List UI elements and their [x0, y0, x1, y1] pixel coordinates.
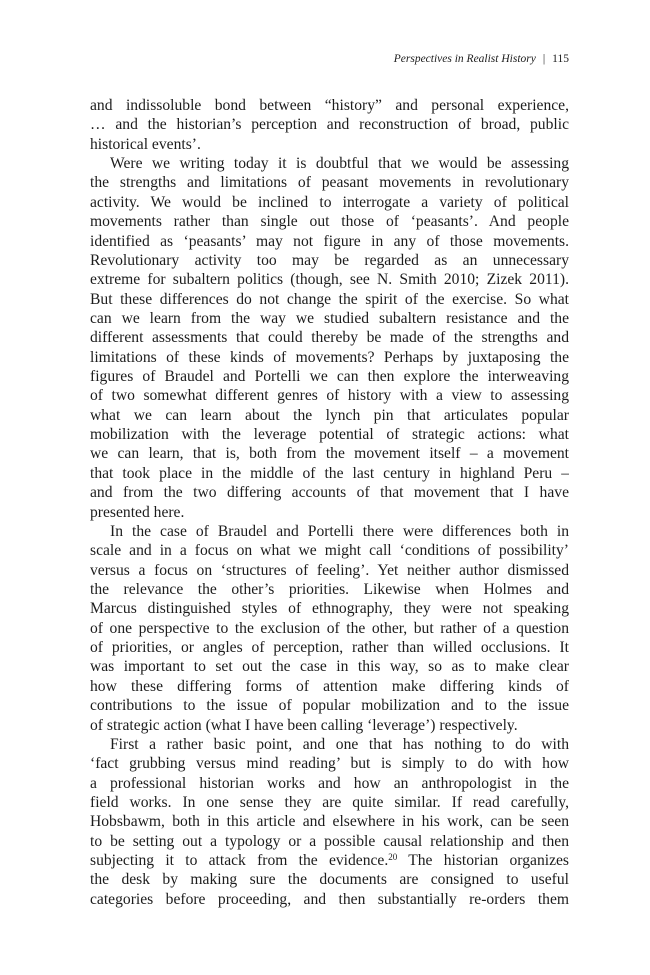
text-line [90, 135, 569, 154]
text-line-content: activity. We would be inclined to interrogate a variety of political [90, 193, 569, 211]
text-line [90, 793, 569, 812]
text-line [90, 232, 569, 251]
text-line-content: mobilization with the leverage potential of strategic actions: what [90, 426, 569, 444]
text-line [90, 290, 569, 309]
text-line-content: Marcus distinguished styles of ethnography, they were not speaking [90, 600, 569, 618]
text-line-content: In the case of Braudel and Portelli there were differences both in [110, 522, 569, 540]
text-line [90, 774, 569, 793]
text-line [90, 657, 569, 676]
text-line [90, 270, 569, 289]
text-line [90, 580, 569, 599]
text-line-content: the desk by making sure the documents are consigned to useful [90, 871, 569, 889]
text-line [90, 367, 569, 386]
text-line-content: was important to set out the case in this way, so as to make clear [90, 658, 569, 676]
text-line [90, 735, 569, 754]
text-line [90, 599, 569, 618]
text-line [90, 425, 569, 444]
text-line-content: contributions to the issue of popular mobilization and to the issue [90, 697, 569, 715]
text-line-content: of one perspective to the exclusion of the other, but rather of a question [90, 619, 569, 637]
text-line [90, 696, 569, 715]
text-line [90, 444, 569, 463]
text-line [90, 386, 569, 405]
text-line [90, 406, 569, 425]
text-line [90, 464, 569, 483]
text-line [90, 754, 569, 773]
text-line [90, 328, 569, 347]
text-line-content: extreme for subaltern politics (though, see N. Smith 2010; Zizek 2011). [90, 271, 569, 289]
text-line-continuation: The historian organizes [397, 852, 569, 870]
body-text [90, 96, 569, 909]
text-line [90, 503, 569, 522]
text-line-content: categories before proceeding, and then substantially re-orders them [90, 890, 569, 908]
text-line [90, 212, 569, 231]
text-line [90, 193, 569, 212]
text-line-content: movements rather than single out those of ‘peasants’. And people [90, 213, 569, 231]
text-line [90, 832, 569, 851]
text-line-content: Revolutionary activity too may be regarded as an unnecessary [90, 251, 569, 269]
text-line-content: presented here. [90, 503, 185, 521]
text-line [90, 115, 569, 134]
text-line [90, 348, 569, 367]
text-line-content: different assessments that could thereby be made of the strengths and [90, 329, 569, 347]
text-line [90, 251, 569, 270]
text-line [90, 96, 569, 115]
text-line [90, 890, 569, 909]
text-line-content: of two somewhat different genres of history with a view to assessing [90, 387, 569, 405]
text-line [90, 638, 569, 657]
text-line-content: the relevance the other’s priorities. Likewise when Holmes and [90, 580, 569, 598]
text-line-content: field works. In one sense they are quite similar. If read carefully, [90, 793, 569, 811]
text-line-content: of strategic action (what I have been calling ‘leverage’) respectively. [90, 716, 518, 734]
text-line [90, 309, 569, 328]
text-line [90, 483, 569, 502]
text-line-content: and from the two differing accounts of that movement that I have [90, 484, 569, 502]
footnote-reference: 20 [388, 852, 398, 863]
running-head [90, 52, 569, 66]
text-line-content: can we learn from the way we studied subaltern resistance and the [90, 309, 569, 327]
text-line-content: First a rather basic point, and one that has nothing to do with [110, 735, 569, 753]
text-line-content: of priorities, or angles of perception, rather than willed occlusions. It [90, 639, 569, 657]
text-line-content: subjecting it to attack from the evidence. [90, 852, 389, 870]
text-line-content: and indissoluble bond between “history” and personal experience, [90, 97, 569, 114]
text-line [90, 561, 569, 580]
text-line [90, 154, 569, 173]
text-line-content: a professional historian works and how an anthropologist in the [90, 774, 569, 792]
text-line-content: … and the historian’s perception and reconstruction of broad, public [90, 116, 569, 134]
text-line-content: how these differing forms of attention make differing kinds of [90, 677, 569, 695]
text-line [90, 677, 569, 696]
text-line [90, 522, 569, 541]
text-line-content: scale and in a focus on what we might call ‘conditions of possibility’ [90, 542, 569, 560]
text-line-content: Hobsbawm, both in this article and elsewhere in his work, can be seen [90, 813, 569, 831]
page-number: 115 [552, 53, 569, 65]
text-line-content: the strengths and limitations of peasant movements in revolutionary [90, 174, 569, 192]
text-line [90, 173, 569, 192]
text-line [90, 619, 569, 638]
text-line-content: what we can learn about the lynch pin that articulates popular [90, 406, 569, 424]
text-line-content: to be setting out a typology or a possible causal relationship and then [90, 832, 569, 850]
text-line [90, 812, 569, 831]
text-line-content: that took place in the middle of the last century in highland Peru – [90, 464, 569, 482]
text-line-content: we can learn, that is, both from the movement itself – a movement [90, 445, 569, 463]
running-head-title: Perspectives in Realist History [393, 53, 536, 65]
text-line [90, 541, 569, 560]
text-line-content: But these differences do not change the spirit of the exercise. So what [90, 290, 569, 308]
text-line-content: ‘fact grubbing versus mind reading’ but is simply to do with how [90, 755, 569, 773]
text-line-content: versus a focus on ‘structures of feeling’. Yet neither author dismissed [90, 561, 569, 579]
running-head-separator: | [542, 53, 546, 65]
text-line [90, 870, 569, 889]
text-line-content: figures of Braudel and Portelli we can then explore the interweaving [90, 368, 569, 386]
text-line-content: Were we writing today it is doubtful that we would be assessing [110, 155, 569, 173]
text-line-content: limitations of these kinds of movements? Perhaps by juxtaposing the [90, 348, 569, 366]
text-line [90, 851, 569, 870]
text-line-content: historical events’. [90, 135, 201, 153]
text-line [90, 716, 569, 735]
text-line-content: identified as ‘peasants’ may not figure in any of those movements. [90, 232, 569, 250]
